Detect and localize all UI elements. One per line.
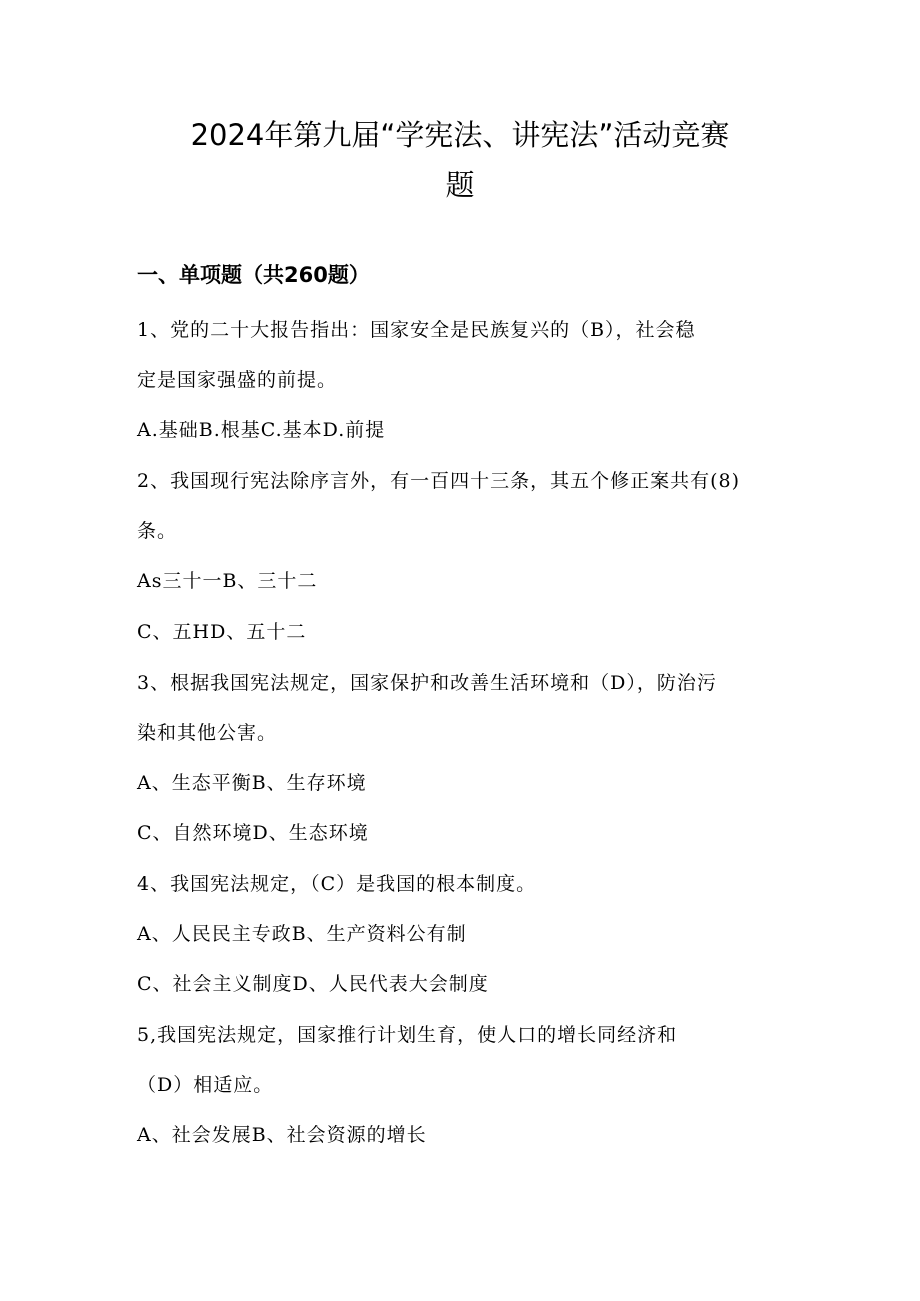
question-1-stem-line-1: 1、党的二十大报告指出：国家安全是民族复兴的（B），社会稳	[137, 319, 696, 341]
question-2-stem-line-1: 2、我国现行宪法除序言外，有一百四十三条，其五个修正案共有(8)	[137, 470, 741, 492]
question-5-stem-line-1: 5,我国宪法规定，国家推行计划生育，使人口的增长同经济和	[137, 1024, 678, 1046]
question-2-options-line-1: As三十一B、三十二	[137, 570, 318, 592]
question-4-options-line-2: C、社会主义制度D、人民代表大会制度	[137, 973, 489, 995]
question-3-options-line-2: C、自然环境D、生态环境	[137, 822, 369, 844]
question-4-stem: 4、我国宪法规定，（C）是我国的根本制度。	[137, 873, 537, 895]
question-3-stem-line-2: 染和其他公害。	[137, 722, 278, 744]
section-heading: 一、单项题（共260题）	[137, 263, 370, 287]
question-5-stem-line-2: （D）相适应。	[137, 1074, 274, 1096]
document-title-line-2: 题	[445, 168, 475, 202]
question-4-options-line-1: A、人民民主专政B、生产资料公有制	[137, 923, 467, 945]
question-3-stem-line-1: 3、根据我国宪法规定，国家保护和改善生活环境和（D），防治污	[137, 672, 717, 694]
question-3-options-line-1: A、生态平衡B、生存环境	[137, 772, 367, 794]
question-1-stem-line-2: 定是国家强盛的前提。	[137, 369, 338, 391]
question-2-options-line-2: C、五HD、五十二	[137, 621, 307, 643]
document-title-line-1: 2024年第九届“学宪法、讲宪法”活动竞赛	[190, 118, 730, 152]
question-5-options-line-1: A、社会发展B、社会资源的增长	[137, 1124, 427, 1146]
question-2-stem-line-2: 条。	[137, 520, 178, 542]
question-1-options: A.基础B.根基C.基本D.前提	[137, 419, 386, 441]
